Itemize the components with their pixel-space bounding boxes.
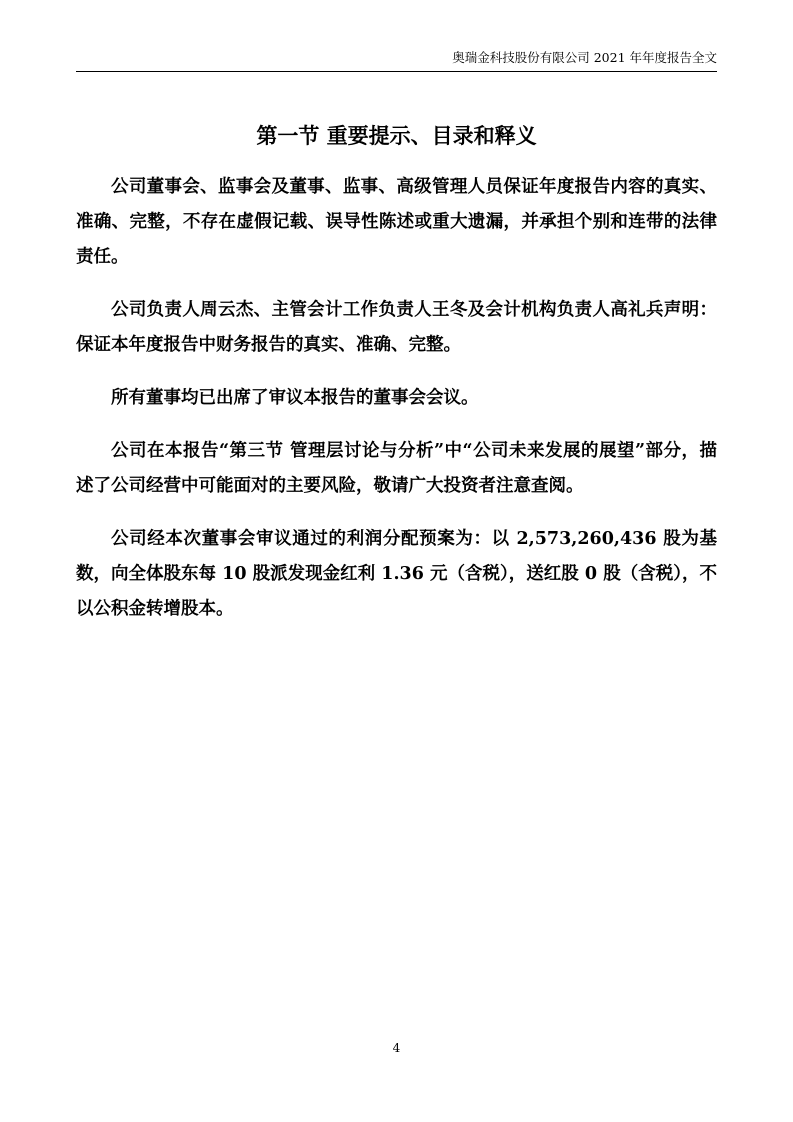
paragraph-profit-distribution: 公司经本次董事会审议通过的利润分配预案为：以 2,573,260,436 股为基数，向全体股东每 10 股派发现金红利 1.36 元（含税），送红股 0 股（含税），不以公积金转增股本。 [76,529,717,619]
paragraph-risk-notice: 公司在本报告“第三节 管理层讨论与分析”中“公司未来发展的展望”部分，描述了公司经营中可能面对的主要风险，敬请广大投资者注意查阅。 [76,441,717,496]
paragraph-responsible-persons: 公司负责人周云杰、主管会计工作负责人王冬及会计机构负责人高礼兵声明：保证本年度报告中财务报告的真实、准确、完整。 [76,300,717,355]
section-title: 第一节 重要提示、目录和释义 [256,123,537,149]
paragraph-director-attendance: 所有董事均已出席了审议本报告的董事会会议。 [111,388,479,408]
page-number: 4 [392,1041,401,1055]
running-header: 奥瑞金科技股份有限公司 2021 年年度报告全文 [452,50,717,65]
paragraph-board-guarantee: 公司董事会、监事会及董事、监事、高级管理人员保证年度报告内容的真实、准确、完整，不存在虚假记载、误导性陈述或重大遗漏，并承担个别和连带的法律责任。 [76,177,717,267]
header-divider [76,71,717,72]
body-text [76,170,717,645]
